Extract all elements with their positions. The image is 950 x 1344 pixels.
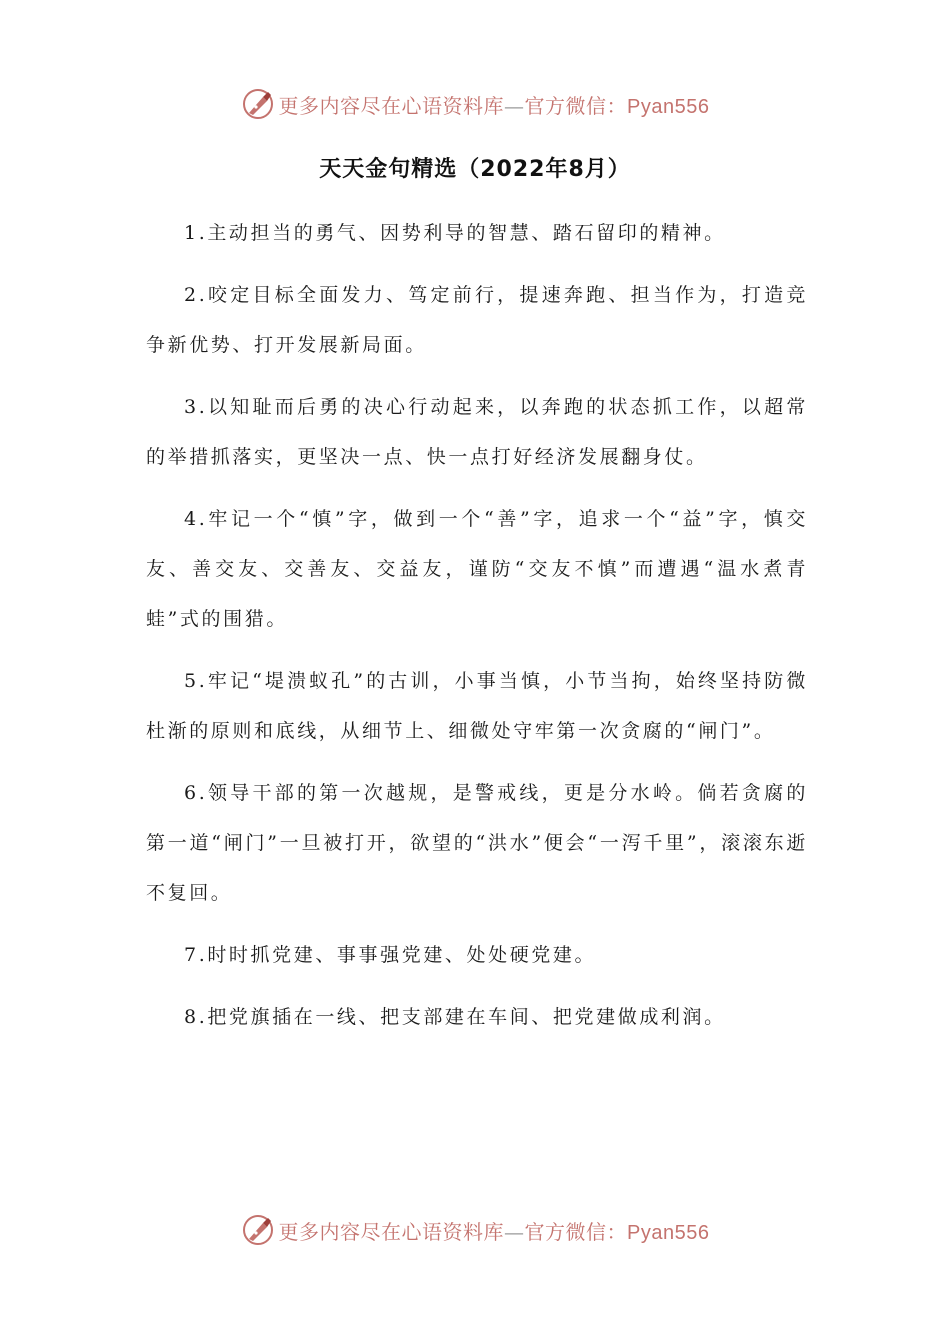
paragraph-4: 4.牢记一个“慎”字，做到一个“善”字，追求一个“益”字，慎交友、善交友、交善友、交益友，谨防“交友不慎”而遭遇“温水煮青蛙”式的围猎。 [146,508,808,630]
footer-banner [0,1210,950,1250]
banner-wechat-id: Pyan556 [627,95,710,118]
paragraph-7: 7.时时抓党建、事事强党建、处处硬党建。 [184,944,597,966]
banner-label: 官方微信： [524,93,628,118]
document-title: 天天金句精选（2022年8月） [319,157,631,182]
banner-main-text: 更多内容尽在心语资料库 [278,93,505,118]
banner-label: 官方微信： [524,1219,628,1244]
paragraph-8: 8.把党旗插在一线、把支部建在车间、把党建做成利润。 [184,1006,726,1028]
pen-nib-logo-icon [241,87,275,121]
banner-dash: — [504,93,525,118]
header-banner [0,84,950,124]
paragraph-5: 5.牢记“堤溃蚁孔”的古训，小事当慎，小节当拘，始终坚持防微杜渐的原则和底线，从细节上、细微处守牢第一次贪腐的“闸门”。 [146,670,808,742]
paragraph-1: 1.主动担当的勇气、因势利导的智慧、踏石留印的精神。 [184,222,726,244]
banner-main-text: 更多内容尽在心语资料库 [278,1219,505,1244]
paragraph-3: 3.以知耻而后勇的决心行动起来，以奔跑的状态抓工作，以超常的举措抓落实，更坚决一点、快一点打好经济发展翻身仗。 [146,396,808,468]
banner-text [279,1216,710,1245]
banner-dash: — [504,1219,525,1244]
paragraph-6: 6.领导干部的第一次越规，是警戒线，更是分水岭。倘若贪腐的第一道“闸门”一旦被打开，欲望的“洪水”便会“一泻千里”，滚滚东逝不复回。 [146,782,808,904]
document-body [146,208,808,1054]
banner-text [279,90,710,119]
banner-wechat-id: Pyan556 [627,1221,710,1244]
paragraph-2: 2.咬定目标全面发力、笃定前行，提速奔跑、担当作为，打造竞争新优势、打开发展新局面。 [146,284,808,356]
pen-nib-logo-icon [241,1213,275,1247]
